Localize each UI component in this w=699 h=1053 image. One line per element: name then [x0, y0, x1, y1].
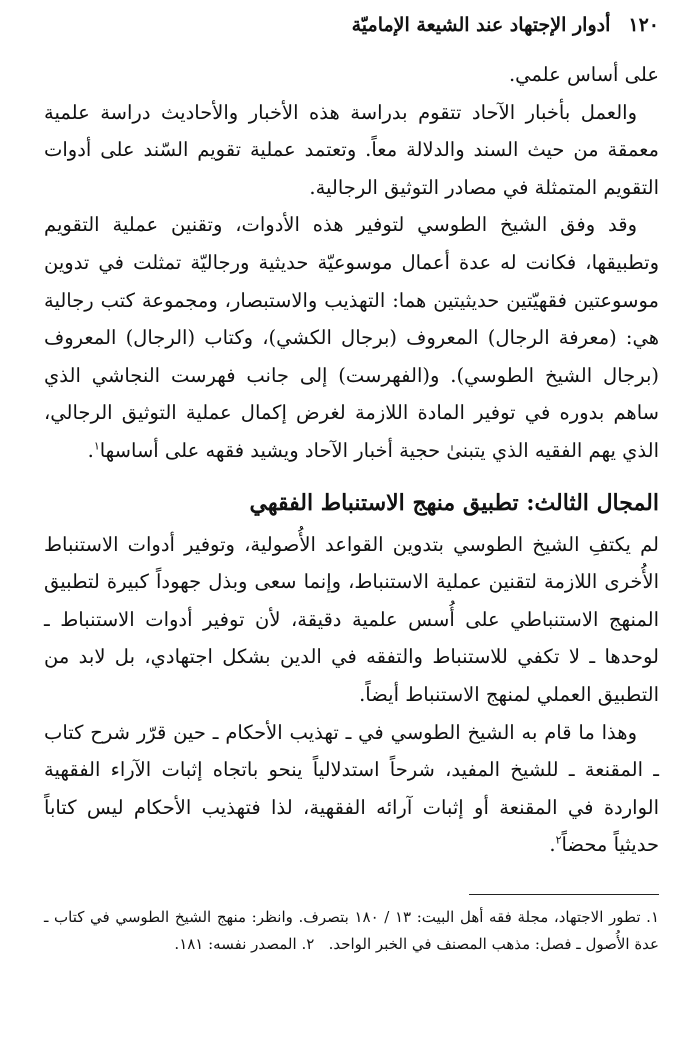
- footnote-1-text: ١. تطور الاجتهاد، مجلة فقه أهل البيت: ١٣ / ١٨٠ بتصرف. وانظر: منهج الشيخ الطوسي في كتاب ـ عدة الأُصول ـ فصل: مذهب المصنف في الخبر الواحد.: [44, 908, 659, 953]
- body-text: [44, 56, 659, 864]
- running-header: [40, 14, 659, 36]
- paragraph-5-text: وهذا ما قام به الشيخ الطوسي في ـ تهذيب الأحكام ـ حين قرّر شرح كتاب ـ المقنعة ـ للشيخ المفيد، شرحاً استدلالياً ينحو باتجاه إثبات الآراء الفقهية الواردة في المقنعة أو إثبات آرائه الفقهية، لذا فتهذيب الأحكام ليس كتاباً حديثياً محضاً: [44, 720, 659, 857]
- paragraph-1: على أساس علمي.: [508, 63, 659, 86]
- footnote-ref-1[interactable]: ١: [93, 439, 100, 453]
- paragraph-3-end: .: [87, 438, 94, 462]
- paragraph-3: [44, 206, 659, 469]
- footnote-divider: [469, 894, 659, 895]
- paragraph-3-text: وقد وفق الشيخ الطوسي لتوفير هذه الأدوات، وتقنين عملية التقويم وتطبيقها، فكانت له عدة أعمال موسوعيّة حديثية ورجاليّة تمثلت في تدوين موسوعتين فقهيّتين حديثيتين هما: التهذيب والاستبصار، ومجموعة كتب رجالية هي: (معرفة الرجال) المعروف (برجال الكشي)، وكتاب (الرجال) المعروف (برجال الشيخ الطوسي). و(الفهرست) إلى جانب فهرست النجاشي الذي ساهم بدوره في توفير المادة اللازمة لغرض إكمال عملية التوثيق الرجالي، الذي يهم الفقيه الذي يتبنىٰ حجية أخبار الآحاد ويشيد فقهه على أساسها: [44, 213, 659, 462]
- paragraph-5-end: .: [549, 833, 556, 857]
- footnote-2: ٢. المصدر نفسه: ١٨١.: [174, 935, 315, 953]
- footnotes: [44, 904, 659, 958]
- footnote-ref-2[interactable]: ٢: [555, 833, 562, 847]
- page-number: ١٢٠: [628, 14, 659, 36]
- section-title: المجال الثالث: تطبيق منهج الاستنباط الفقهي: [249, 489, 659, 516]
- paragraph-5: [44, 714, 659, 864]
- running-title: أدوار الإجتهاد عند الشيعة الإماميّة: [351, 14, 611, 36]
- paragraph-2: والعمل بأخبار الآحاد تتقوم بدراسة هذه الأخبار والأحاديث دراسة علمية معمقة من حيث السند والدلالة معاً. وتعتمد عملية تقويم السّند على أدوات التقويم المتمثلة في مصادر التوثيق الرجالية.: [44, 100, 659, 199]
- footnote-1: [44, 904, 659, 958]
- paragraph-4: لم يكتفِ الشيخ الطوسي بتدوين القواعد الأُصولية، وتوفير أدوات الاستنباط الأُخرى اللازمة لتقنين عملية الاستنباط، وإنما سعى وبذل جهوداً كبيرة لتطبيق المنهج الاستنباطي على أُسس علمية دقيقة، لأن توفير أدوات الاستنباط ـ لوحدها ـ لا تكفي للاستنباط والتفقه في الدين بشكل اجتهادي، بل لابد من التطبيق العملي لمنهج الاستنباط أيضاً.: [44, 532, 659, 706]
